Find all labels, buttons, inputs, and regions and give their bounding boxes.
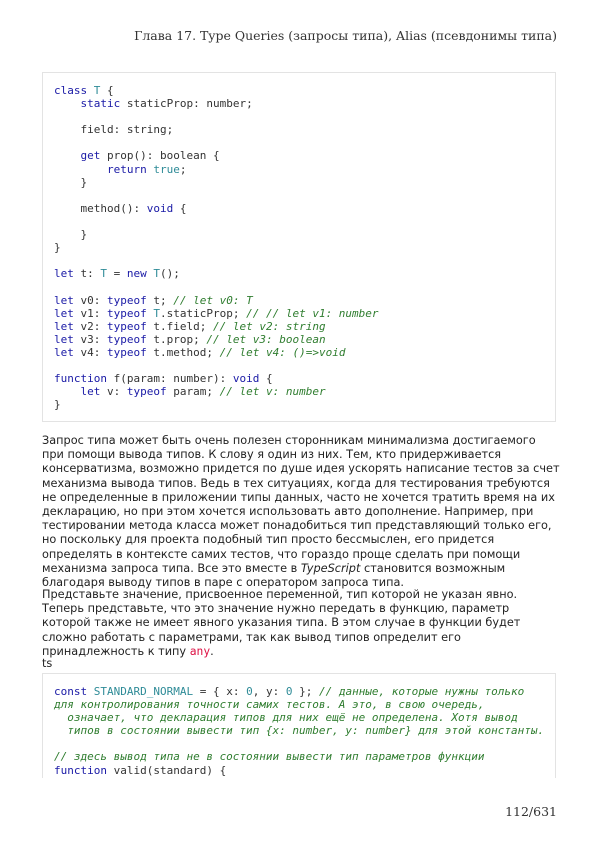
code-line xyxy=(54,398,555,411)
code-token-kw: let xyxy=(80,385,101,399)
code-token-cm: // здесь вывод типа не в состоянии вывести тип параметров функции xyxy=(54,750,485,764)
code-line xyxy=(54,241,555,254)
code-line xyxy=(54,123,555,136)
code-token: v3: xyxy=(73,332,107,346)
code-token-kw: typeof xyxy=(107,345,147,359)
code-token: method(): xyxy=(54,201,147,215)
paragraph-text: Представьте значение, присвоенное переменной, тип которой не указан явно. Теперь представьте, что это значение нужно передать в функцию, параметр которой также не имеет явного указания типа. В этом случае в функции будет сложно работать с параметрами, так как вывод типов определит его принадлежность к типу xyxy=(42,588,521,658)
code-line xyxy=(54,372,555,385)
code-token-ty: T xyxy=(153,267,160,281)
code-block-standard-normal xyxy=(42,673,556,778)
code-line xyxy=(54,385,555,398)
code-token-kw: let xyxy=(54,345,74,359)
typescript-term: TypeScript xyxy=(300,561,361,575)
code-token-kw: typeof xyxy=(107,332,147,346)
code-token: }; xyxy=(292,685,319,698)
code-token-kw: let xyxy=(54,319,74,333)
code-token: param; xyxy=(166,385,220,399)
code-token: = xyxy=(107,267,127,281)
code-token-cm: типов в состоянии вывести тип {x: number, y: number} для этой константы. xyxy=(54,724,545,738)
code-token-kw: static xyxy=(80,97,121,111)
code-line xyxy=(54,228,555,241)
code-line xyxy=(54,711,555,724)
code-token: ; xyxy=(179,162,187,176)
code-token: v4: xyxy=(73,345,107,359)
code-token: { xyxy=(259,372,273,386)
code-token-cm: // let v2: string xyxy=(212,319,326,333)
code-token-kw: new xyxy=(126,267,147,281)
running-header: Глава 17. Type Queries (запросы типа), Alias (псевдонимы типа) xyxy=(134,28,557,43)
code-token-kw: return xyxy=(106,162,147,176)
inline-code-any: any xyxy=(189,644,211,658)
code-token xyxy=(54,163,107,176)
code-token-kw: const xyxy=(54,685,88,698)
code-token: } xyxy=(54,241,61,255)
code-block-class-example xyxy=(42,72,556,422)
code-line xyxy=(54,698,555,711)
code-line xyxy=(54,737,555,750)
code-token: , y: xyxy=(252,685,286,698)
code-token-kw: typeof xyxy=(126,385,167,399)
code-token-num: 0 xyxy=(246,685,253,698)
code-line xyxy=(54,750,555,763)
code-token-kw: typeof xyxy=(107,306,147,320)
code-line xyxy=(54,84,555,97)
code-token xyxy=(54,385,81,398)
code-token: v: xyxy=(100,385,127,399)
code-token-kw: void xyxy=(232,372,260,386)
code-token-num: true xyxy=(153,162,180,176)
code-token: { xyxy=(173,201,187,215)
code-line xyxy=(54,280,555,293)
code-line xyxy=(54,110,555,123)
code-token: } xyxy=(54,398,61,412)
code-token: t.field; xyxy=(146,319,213,333)
paragraph-implicit-type xyxy=(42,588,560,659)
code-token: t.prop; xyxy=(146,332,207,346)
code-token: .staticProp; xyxy=(160,306,247,320)
code-token-cm: // let v0: T xyxy=(173,293,253,307)
code-listing xyxy=(54,685,555,777)
code-token-cm: означает, что декларация типов для них ещё не определена. Хотя вывод xyxy=(54,711,518,725)
code-token: { xyxy=(100,84,114,97)
code-line xyxy=(54,359,555,372)
code-token: t.method; xyxy=(146,345,220,359)
code-token: v0: xyxy=(73,293,107,307)
paragraph-text-end: становится возможным благодаря выводу типов в паре с оператором запроса типа. xyxy=(42,561,506,590)
page-number: 112/631 xyxy=(505,804,557,819)
code-token-kw: function xyxy=(54,763,107,777)
code-token-kw: let xyxy=(54,293,74,307)
paragraph-period: . xyxy=(210,644,214,658)
code-token-kw: let xyxy=(54,267,74,281)
code-token: t: xyxy=(73,267,101,281)
code-token xyxy=(54,97,81,110)
code-line xyxy=(54,176,555,189)
code-line xyxy=(54,346,555,359)
code-token-ty: STANDARD_NORMAL xyxy=(93,685,194,698)
code-token: v1: xyxy=(73,306,107,320)
code-line xyxy=(54,97,555,110)
code-line xyxy=(54,320,555,333)
code-token-cm: // // let v1: number xyxy=(246,306,379,320)
code-line xyxy=(54,685,555,698)
code-line xyxy=(54,163,555,176)
code-line xyxy=(54,724,555,737)
code-token-kw: typeof xyxy=(107,293,147,307)
code-line xyxy=(54,189,555,202)
code-line xyxy=(54,215,555,228)
code-token: prop(): boolean { xyxy=(100,149,220,163)
code-listing xyxy=(54,84,555,411)
code-token: field: string; xyxy=(54,123,174,137)
code-token-num: 0 xyxy=(285,685,293,698)
code-language-label: ts xyxy=(42,657,53,670)
code-line xyxy=(54,307,555,320)
code-token-cm: // let v: number xyxy=(219,385,326,399)
code-token-ty: T xyxy=(100,267,107,281)
code-line xyxy=(54,267,555,280)
code-token: valid(standard) { xyxy=(106,763,227,777)
code-token-cm: // данные, которые нужны только xyxy=(318,685,525,698)
code-token-kw: typeof xyxy=(107,319,147,333)
paragraph-type-query-usefulness xyxy=(42,434,560,590)
code-line xyxy=(54,149,555,162)
code-line xyxy=(54,333,555,346)
code-line xyxy=(54,294,555,307)
code-token-kw: void xyxy=(146,201,174,215)
code-token-cm: для контролирования точности самих тестов. А это, в свою очередь, xyxy=(54,698,485,712)
code-token-cm: // let v3: boolean xyxy=(206,332,326,346)
code-token: staticProp: number; xyxy=(120,97,253,111)
code-token-cm: // let v4: ()=>void xyxy=(219,345,346,359)
code-token: (); xyxy=(160,267,180,281)
code-line xyxy=(54,254,555,267)
code-line xyxy=(54,764,555,777)
code-token-ty: T xyxy=(93,84,101,97)
code-token: v2: xyxy=(73,319,107,333)
code-token-kw: get xyxy=(80,149,101,163)
code-token-ty: T xyxy=(153,306,160,320)
code-token: } xyxy=(54,175,88,189)
code-token: = { x: xyxy=(193,685,247,698)
code-line xyxy=(54,202,555,215)
code-token: f(param: number): xyxy=(106,372,233,386)
code-token: } xyxy=(54,228,88,242)
paragraph-text: Запрос типа может быть очень полезен сторонникам минимализма достигаемого при помощи вывода типов. К слову я один из них. Тем, кто придерживается консерватизма, возможно придется по душе идея ускорять написание тестов за счет механизма вывода типов. Ведь в тех ситуациях, когда для тестирования требуются не определенные в приложении типы данных, часто не хочется тратить время на их декларацию, но при этом хочется использовать авто дополнение. Например, при тестировании метода класса может понадобиться тип представляющий только его, но поскольку для проекта подобный тип просто бессмыслен, его придется определять в контексте самих тестов, что гораздо проще сделать при помощи механизма запроса типа. Все это вместе в xyxy=(42,434,560,575)
code-line xyxy=(54,136,555,149)
code-token xyxy=(87,685,94,698)
code-token-kw: function xyxy=(54,372,107,386)
code-token-kw: class xyxy=(54,84,88,97)
code-token-kw: let xyxy=(54,332,74,346)
code-token: t; xyxy=(146,293,174,307)
code-token xyxy=(54,149,81,162)
code-token xyxy=(87,84,94,97)
code-token-kw: let xyxy=(54,306,74,320)
